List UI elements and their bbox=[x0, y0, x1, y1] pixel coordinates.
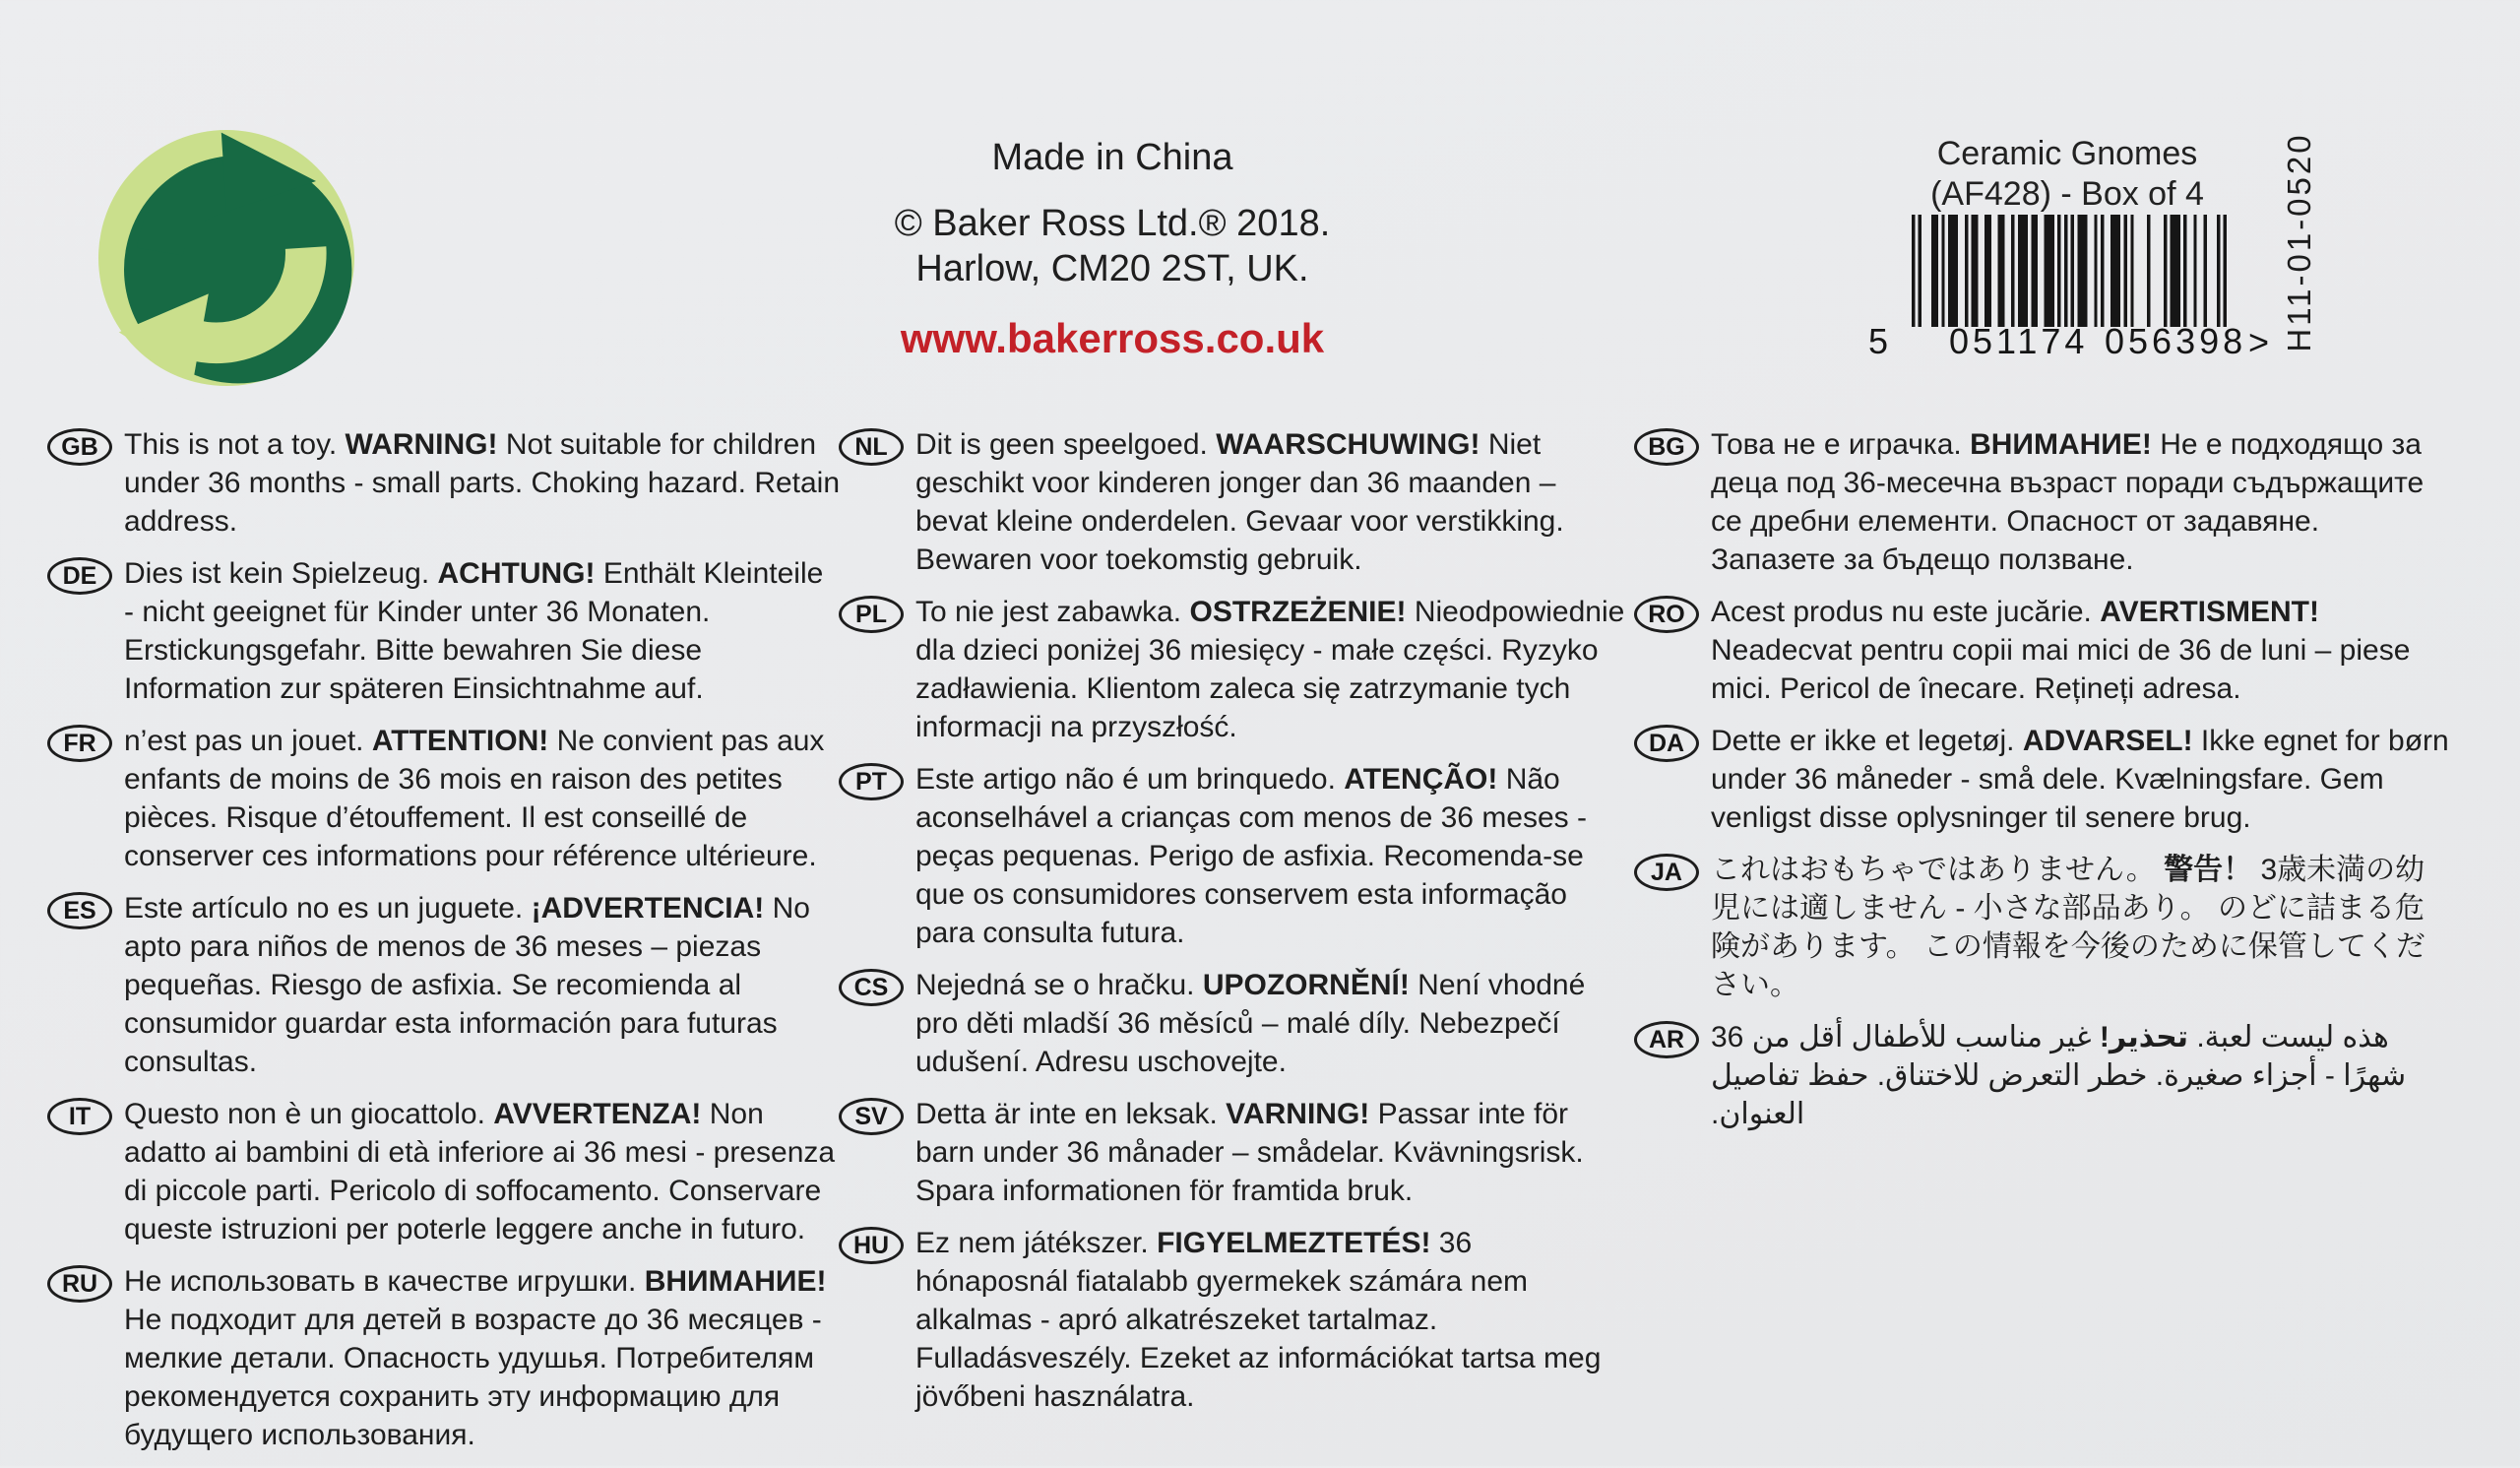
website-url: www.bakerross.co.uk bbox=[900, 315, 1325, 361]
language-badge-hu: HU bbox=[839, 1227, 904, 1264]
language-badge-gb: GB bbox=[47, 428, 112, 466]
barcode-digit-first: 5 bbox=[1868, 321, 1889, 361]
warning-section-ru bbox=[47, 1262, 841, 1454]
barcode-chevron: > bbox=[2248, 322, 2270, 362]
language-badge-ja: JA bbox=[1634, 854, 1699, 891]
warning-text-it: Questo non è un giocattolo. AVVERTENZA! Non adatto ai bambini di età inferiore ai 36 mesi - presenza di piccole parti. Pericolo di soffocamento. Conservare queste istruzioni per poterle leggere anche in futuro. bbox=[124, 1098, 836, 1245]
warning-section-it bbox=[47, 1095, 841, 1248]
warning-text-sv: Detta är inte en leksak. VARNING! Passar inte för barn under 36 månader – smådelar. Kvävningsrisk. Spara informationen för framtida bruk. bbox=[915, 1098, 1584, 1207]
warning-section-pl bbox=[839, 593, 1632, 746]
warning-text-ro: Acest produs nu este jucărie. AVERTISMENT! Neadecvat pentru copii mai mici de 36 de luni – piese mici. Pericol de înecare. Rețineți adresa. bbox=[1711, 596, 2411, 705]
warning-section-sv bbox=[839, 1095, 1632, 1210]
warnings-column-2 bbox=[839, 425, 1632, 1430]
warning-section-cs bbox=[839, 966, 1632, 1081]
warning-section-gb bbox=[47, 425, 841, 541]
warning-text-de: Dies ist kein Spielzeug. ACHTUNG! Enthält Kleinteile - nicht geeignet für Kinder unter 36 Monaten. Erstickungsgefahr. Bitte bewahren Sie diese Information zur späteren Einsichtnahme auf. bbox=[124, 557, 824, 705]
warning-section-es bbox=[47, 889, 841, 1081]
barcode-digits-right: 056398 bbox=[2105, 321, 2247, 361]
language-badge-bg: BG bbox=[1634, 428, 1699, 466]
warning-section-ar bbox=[1634, 1018, 2451, 1133]
language-badge-cs: CS bbox=[839, 969, 904, 1006]
warning-section-pt bbox=[839, 760, 1632, 952]
copyright-text: © Baker Ross Ltd.® 2018. bbox=[894, 203, 1331, 244]
warning-section-de bbox=[47, 554, 841, 708]
warning-text-pl: To nie jest zabawka. OSTRZEŻENIE! Nieodpowiednie dla dzieci poniżej 36 miesięcy - małe części. Ryzyko zadławienia. Klientom zaleca się zatrzymanie tych informacji na przyszłość. bbox=[915, 596, 1625, 743]
barcode-digits-left: 051174 bbox=[1949, 321, 2089, 361]
language-badge-de: DE bbox=[47, 557, 112, 595]
language-badge-sv: SV bbox=[839, 1098, 904, 1135]
warning-text-ru: Не использовать в качестве игрушки. ВНИМАНИЕ! Не подходит для детей в возрасте до 36 месяцев - мелкие детали. Опасность удушья. Потребителям рекомендуется сохранить эту информацию для будущего использования. bbox=[124, 1265, 827, 1451]
product-code: (AF428) - Box of 4 bbox=[1930, 175, 2204, 213]
warning-text-bg: Това не е играчка. ВНИМАНИЕ! Не е подходящо за деца под 36-месечна възраст поради съдържащите се дребни елементи. Опасност от задавяне. Запазете за бъдещо ползване. bbox=[1711, 428, 2425, 576]
warnings-column-1 bbox=[47, 425, 841, 1468]
product-name: Ceramic Gnomes bbox=[1936, 135, 2198, 172]
warning-text-gb: This is not a toy. WARNING! Not suitable for children under 36 months - small parts. Choking hazard. Retain address. bbox=[124, 428, 841, 538]
warning-section-da bbox=[1634, 722, 2451, 837]
warning-text-es: Este artículo no es un juguete. ¡ADVERTENCIA! No apto para niños de menos de 36 meses – piezas pequeñas. Riesgo de asfixia. Se recomienda al consumidor guardar esta información para futuras consultas. bbox=[124, 892, 810, 1078]
warning-text-ja: これはおもちゃではありません。 警告！ 3歳未満の幼児には適しません - 小さな部品あり。 のどに詰まる危険があります。 この情報を今後のために保管してください。 bbox=[1711, 854, 2426, 1001]
warning-text-hu: Ez nem játékszer. FIGYELMEZTETÉS! 36 hónaposnál fiatalabb gyermekek számára nem alkalmas - apró alkatrészeket tartalmaz. Fulladásveszély. Ezeket az információkat tartsa meg jövőbeni használatra. bbox=[915, 1227, 1602, 1413]
warning-section-nl bbox=[839, 425, 1632, 579]
barcode bbox=[1912, 215, 2227, 327]
warning-text-pt: Este artigo não é um brinquedo. ATENÇÃO! Não aconselhável a crianças com menos de 36 meses - peças pequenas. Perigo de asfixia. Recomenda-se que os consumidores conservem esta informação para consulta futura. bbox=[915, 763, 1588, 949]
language-badge-pt: PT bbox=[839, 763, 904, 800]
warning-section-ja bbox=[1634, 851, 2451, 1004]
language-badge-it: IT bbox=[47, 1098, 112, 1135]
warning-section-fr bbox=[47, 722, 841, 875]
language-badge-fr: FR bbox=[47, 725, 112, 762]
warning-text-ar: هذه ليست لعبة. تحذير! غير مناسب للأطفال أقل من 36 شهرًا - أجزاء صغيرة. خطر التعرض للاختناق. حفظ تفاصيل العنوان. bbox=[1711, 1021, 2407, 1130]
language-badge-nl: NL bbox=[839, 428, 904, 466]
warning-section-hu bbox=[839, 1224, 1632, 1416]
warning-text-da: Dette er ikke et legetøj. ADVARSEL! Ikke egnet for børn under 36 måneder - små dele. Kvælningsfare. Gem venligst disse oplysninger til senere brug. bbox=[1711, 725, 2449, 834]
imprint-block bbox=[847, 136, 1378, 362]
made-in-text: Made in China bbox=[991, 137, 1233, 178]
warnings-column-3 bbox=[1634, 425, 2451, 1147]
product-title-block bbox=[1890, 134, 2244, 215]
language-badge-pl: PL bbox=[839, 596, 904, 633]
language-badge-es: ES bbox=[47, 892, 112, 929]
language-badge-ro: RO bbox=[1634, 596, 1699, 633]
warning-text-cs: Nejedná se o hračku. UPOZORNĚNÍ! Není vhodné pro děti mladší 36 měsíců – malé díly. Nebezpečí udušení. Adresu uschovejte. bbox=[915, 969, 1586, 1078]
batch-code-vertical: H11-01-0520 bbox=[2281, 132, 2317, 352]
language-badge-ar: AR bbox=[1634, 1021, 1699, 1058]
language-badge-da: DA bbox=[1634, 725, 1699, 762]
warning-text-nl: Dit is geen speelgoed. WAARSCHUWING! Niet geschikt voor kinderen jonger dan 36 maanden – bevat kleine onderdelen. Gevaar voor verstikking. Bewaren voor toekomstig gebruik. bbox=[915, 428, 1564, 576]
warning-section-ro bbox=[1634, 593, 2451, 708]
warning-section-bg bbox=[1634, 425, 2451, 579]
language-badge-ru: RU bbox=[47, 1265, 112, 1303]
warning-text-fr: n’est pas un jouet. ATTENTION! Ne convient pas aux enfants de moins de 36 mois en raison des petites pièces. Risque d’étouffement. Il est conseillé de conserver ces informations pour référence ultérieure. bbox=[124, 725, 825, 872]
green-dot-recycling-icon bbox=[98, 130, 354, 386]
address-text: Harlow, CM20 2ST, UK. bbox=[915, 248, 1309, 289]
